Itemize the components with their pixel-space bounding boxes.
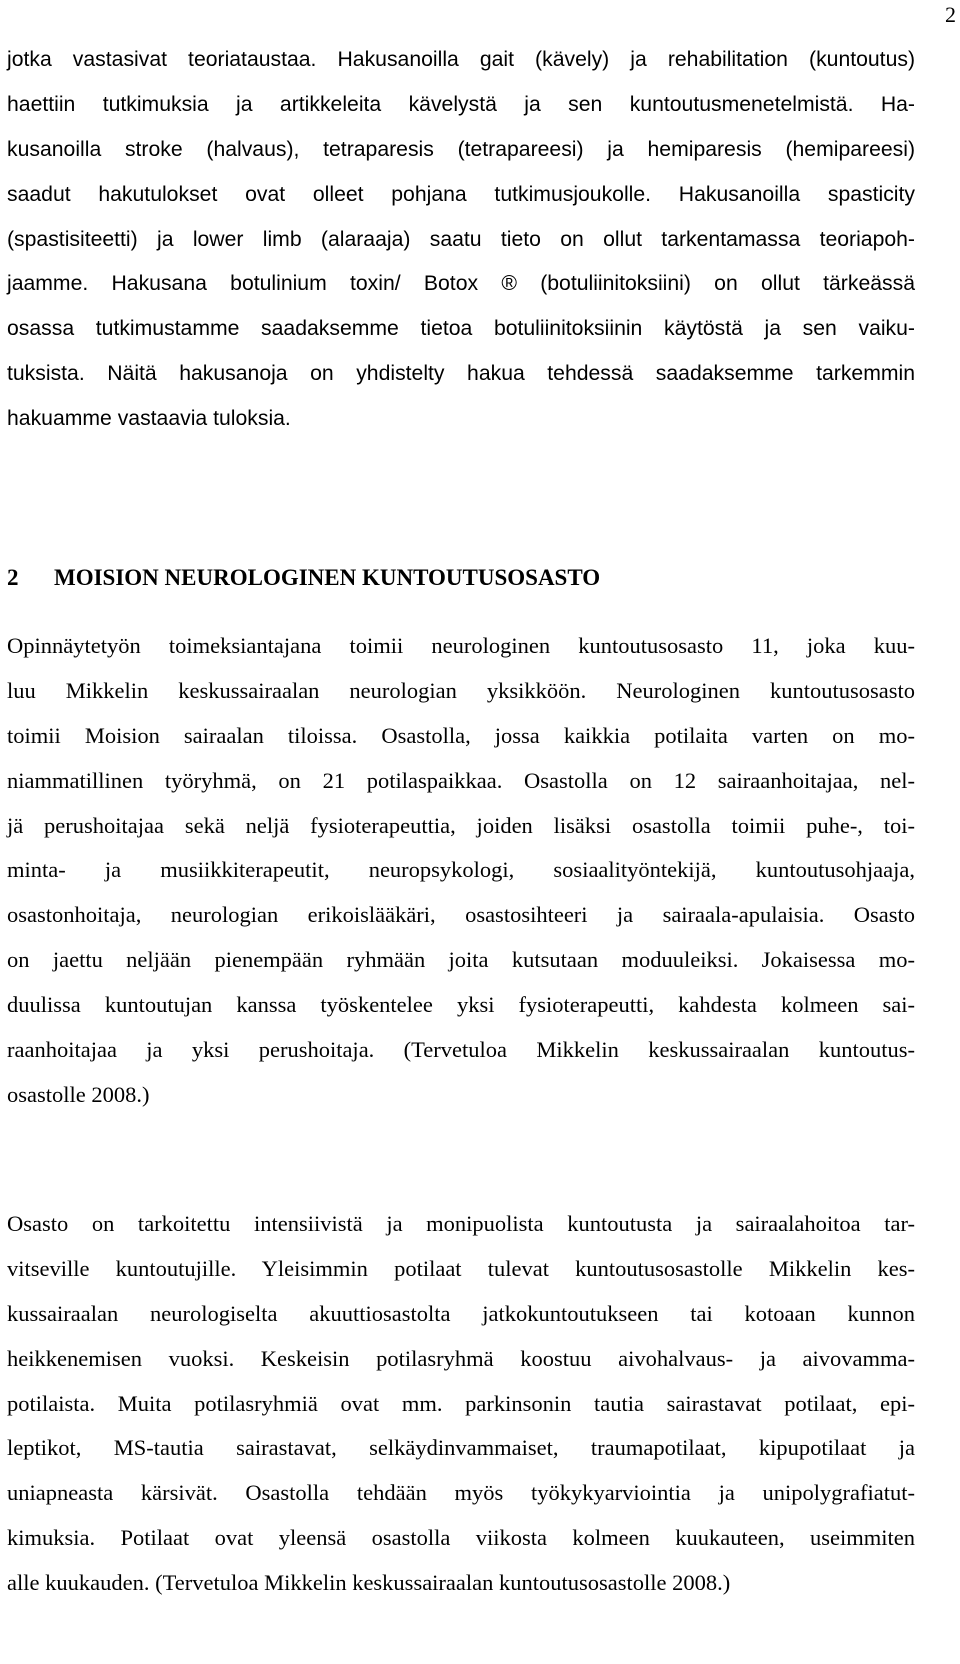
text-line: jä perushoitajaa sekä neljä fysioterapeuttia, joiden lisäksi osastolla toimii puhe-, toi-: [7, 812, 915, 838]
paragraph-2: [7, 1202, 915, 1606]
text-line: alle kuukauden. (Tervetuloa Mikkelin keskussairaalan kuntoutusosastolle 2008.): [7, 1570, 731, 1596]
intro-paragraph: [7, 38, 915, 442]
text-line: osastonhoitaja, neurologian erikoislääkäri, osastosihteeri ja sairaala-apulaisia. Osasto: [7, 902, 915, 928]
text-line: minta- ja musiikkiterapeutit, neuropsykologi, sosiaalityöntekijä, kuntoutusohjaaja,: [7, 857, 915, 883]
text-line: leptikot, MS-tautia sairastavat, selkäydinvammaiset, traumapotilaat, kipupotilaat ja: [7, 1435, 915, 1461]
page-number: 2: [945, 2, 956, 27]
text-line: (spastisiteetti) ja lower limb (alaraaja) saatu tieto on ollut tarkentamassa teoriapoh-: [7, 227, 915, 251]
text-line: kusanoilla stroke (halvaus), tetraparesis (tetrapareesi) ja hemiparesis (hemipareesi): [7, 137, 915, 161]
text-line: saadut hakutulokset ovat olleet pohjana tutkimusjoukolle. Hakusanoilla spasticity: [7, 182, 915, 206]
text-line: osassa tutkimustamme saadaksemme tietoa botuliinitoksiinin käytöstä ja sen vaiku-: [7, 317, 915, 341]
text-line: vitseville kuntoutujille. Yleisimmin potilaat tulevat kuntoutusosastolle Mikkelin kes-: [7, 1255, 915, 1281]
text-line: potilaista. Muita potilasryhmiä ovat mm. parkinsonin tautia sairastavat potilaat, epi-: [7, 1390, 915, 1416]
text-line: heikkenemisen vuoksi. Keskeisin potilasryhmä koostuu aivohalvaus- ja aivovamma-: [7, 1345, 915, 1371]
section-title: MOISION NEUROLOGINEN KUNTOUTUSOSASTO: [54, 565, 601, 590]
section-number: 2: [7, 565, 19, 590]
text-line: toimii Moision sairaalan tiloissa. Osastolla, jossa kaikkia potilaita varten on mo-: [7, 722, 915, 748]
text-line: hakuamme vastaavia tuloksia.: [7, 407, 291, 431]
text-line: uniapneasta kärsivät. Osastolla tehdään myös työkykyarviointia ja unipolygrafiatut-: [7, 1480, 915, 1506]
text-line: jotka vastasivat teoriataustaa. Hakusanoilla gait (kävely) ja rehabilitation (kuntoutus): [7, 48, 915, 71]
text-line: niammatillinen työryhmä, on 21 potilaspaikkaa. Osastolla on 12 sairaanhoitajaa, nel-: [7, 767, 915, 793]
text-line: raanhoitajaa ja yksi perushoitaja. (Tervetuloa Mikkelin keskussairaalan kuntoutus-: [7, 1037, 915, 1063]
text-line: jaamme. Hakusana botulinium toxin/ Botox ® (botuliinitoksiini) on ollut tärkeässä: [7, 272, 915, 296]
text-line: duulissa kuntoutujan kanssa työskentelee yksi fysioterapeutti, kahdesta kolmeen sai-: [7, 992, 915, 1018]
text-line: on jaettu neljään pienempään ryhmään joita kutsutaan moduuleiksi. Jokaisessa mo-: [7, 947, 915, 973]
text-line: Osasto on tarkoitettu intensiivistä ja monipuolista kuntoutusta ja sairaalahoitoa tar-: [7, 1211, 915, 1236]
text-line: Opinnäytetyön toimeksiantajana toimii neurologinen kuntoutusosasto 11, joka kuu-: [7, 633, 915, 658]
paragraph-1: [7, 624, 915, 1118]
text-line: kussairaalan neurologiselta akuuttiosastolta jatkokuntoutukseen tai kotoaan kunnon: [7, 1300, 915, 1326]
text-line: osastolle 2008.): [7, 1081, 150, 1107]
section-heading: [7, 558, 600, 598]
text-line: tuksista. Näitä hakusanoja on yhdistelty hakua tehdessä saadaksemme tarkemmin: [7, 362, 915, 386]
text-line: kimuksia. Potilaat ovat yleensä osastolla viikosta kolmeen kuukauteen, useimmiten: [7, 1525, 915, 1551]
text-line: luu Mikkelin keskussairaalan neurologian yksikköön. Neurologinen kuntoutusosasto: [7, 677, 915, 703]
text-line: haettiin tutkimuksia ja artikkeleita kävelystä ja sen kuntoutusmenetelmistä. Ha-: [7, 92, 915, 116]
